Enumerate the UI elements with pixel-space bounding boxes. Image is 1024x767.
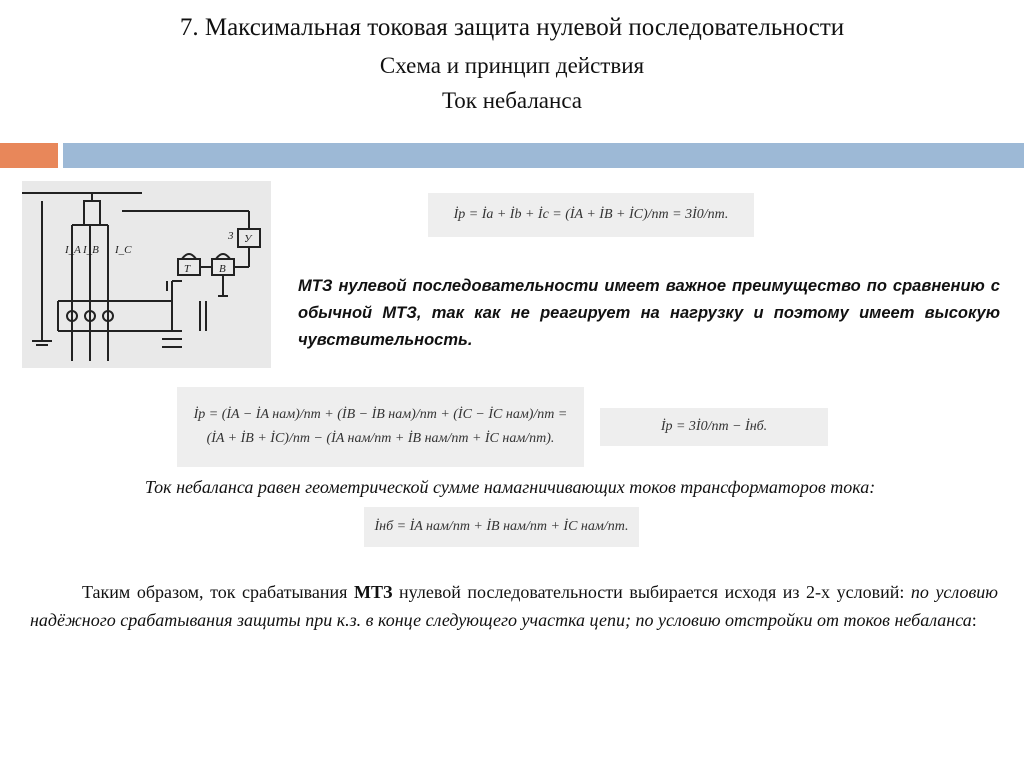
formula-ip-expanded — [177, 387, 584, 467]
page-subtitle: Схема и принцип действия — [379, 53, 645, 78]
para3-colon: : — [971, 610, 977, 630]
formula-ip-unbalance — [600, 408, 828, 446]
para3-part-a: Таким образом, ток срабатывания — [82, 582, 354, 602]
formula-ip-expanded-text: İр = (İA − İA нам)/nт + (İB − İB нам)/nт + (İC − İC нам)/nт = (İA + İB + İC)/nт − (İA нам/nт + İB нам/nт + İC нам/nт). — [193, 407, 568, 446]
accent-bar-blue — [63, 143, 1024, 168]
label-ib: I_B — [83, 244, 99, 256]
formula-inb-text: İнб = İA нам/nт + İB нам/nт + İC нам/nт. — [374, 519, 629, 534]
unbalance-current-paragraph: Ток небаланса равен геометрической сумме намагничивающих токов трансформаторов тока: — [144, 477, 876, 497]
formula-ip-sum-text: İр = İa + İb + İc = (İA + İB + İC)/nт = 3İ0/nт. — [453, 207, 729, 222]
page-title: 7. Максимальная токовая защита нулевой последовательности — [179, 14, 845, 41]
label-ia: I_A — [65, 244, 81, 256]
label-3: 3 — [228, 230, 234, 242]
formula-ip-unbalance-text: İр = 3İ0/nт − İнб. — [660, 419, 768, 434]
label-b: B — [219, 263, 226, 275]
formula-inb — [364, 507, 639, 547]
page-subtitle-2: Ток небаланса — [441, 88, 583, 113]
label-t: T — [184, 263, 191, 275]
formula-ip-sum — [428, 193, 754, 237]
para3-mtz: МТЗ — [354, 582, 393, 602]
mtz-advantage-paragraph: МТЗ нулевой последовательности имеет важное преимущество по сравнению с обычной МТЗ, так как не реагирует на нагрузку и поэтому имеет высокую чувствительность. — [298, 277, 1000, 349]
pickup-current-paragraph — [30, 578, 998, 634]
label-ic: I_C — [115, 244, 132, 256]
accent-bar-orange — [0, 143, 58, 168]
circuit-diagram — [22, 181, 271, 368]
para3-conditions: по условию надёжного срабатывания защиты при к.з. в конце следующего участка цепи; по условию отстройки от токов небаланса — [30, 582, 998, 630]
para3-part-c: нулевой последовательности выбирается исходя из 2-х условий: — [392, 582, 911, 602]
label-y: У — [244, 233, 252, 245]
